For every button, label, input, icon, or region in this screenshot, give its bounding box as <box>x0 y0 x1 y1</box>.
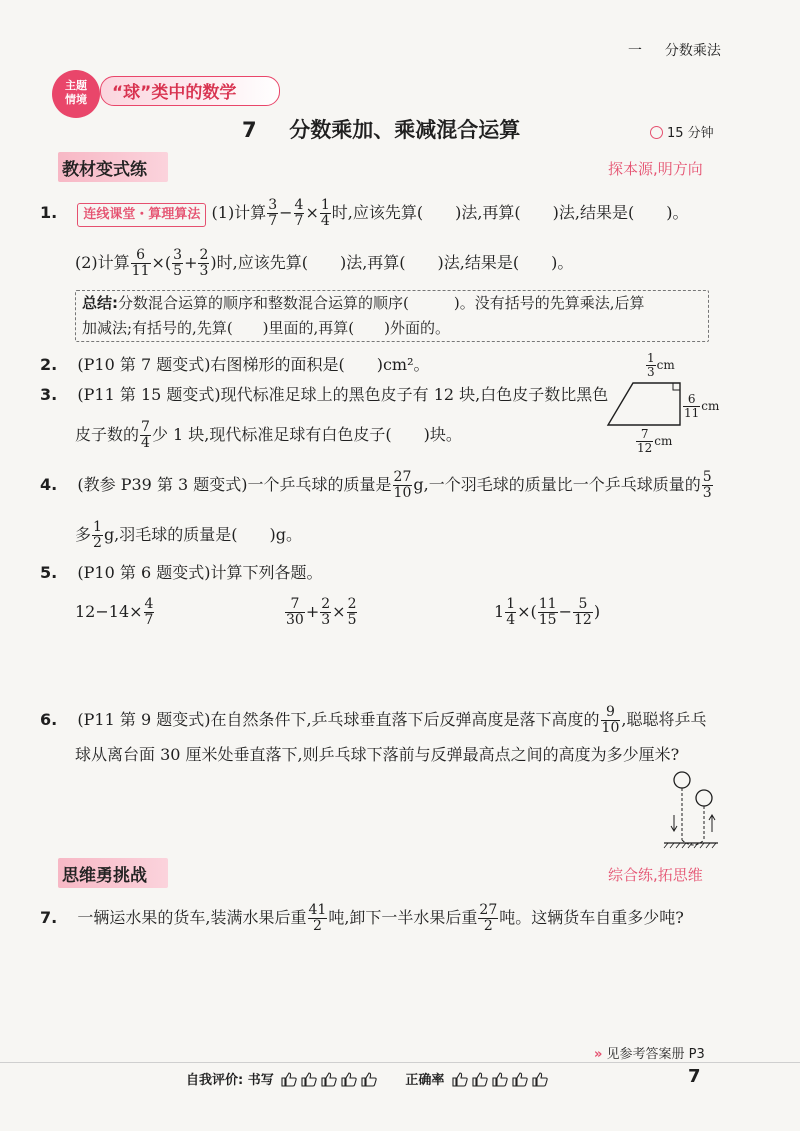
fraction: $\frac{5}{3}$ <box>702 469 712 501</box>
ball-rebound-icon <box>696 790 712 806</box>
writing-label: 书写 <box>247 1073 274 1088</box>
q1-tag: 连线课堂・算理算法 <box>77 203 206 227</box>
q1-part2-lead: (2)计算 <box>75 253 130 272</box>
lesson-title-row <box>242 114 520 144</box>
thumbs-up-icon[interactable] <box>471 1071 489 1087</box>
trapezoid-figure <box>605 380 685 430</box>
fraction: $\frac{4}{7}$ <box>294 197 304 229</box>
fraction: $\frac{27}{2}$ <box>479 902 498 934</box>
page-number: 7 <box>688 1066 701 1087</box>
thumbs-up-icon[interactable] <box>511 1071 529 1087</box>
fraction: $\frac{6}{11}$ <box>131 247 150 279</box>
fraction: $\frac{3}{5}$ <box>173 247 183 279</box>
trapezoid-right-label: $\frac{6}{11}$ cm <box>684 392 720 420</box>
section1-tagline: 探本源,明方向 <box>608 160 703 178</box>
q1-line1: 1. 连线课堂・算理算法 (1)计算 $\frac{3}{7}$ − $\frac{4}{7}$ × $\frac{1}{4}$ 时,应该先算( )法,再算( )法,结果是( )。 <box>40 197 689 229</box>
fraction: $\frac{1}{2}$ <box>93 519 102 551</box>
q5-expr3: 1 $\frac{1}{4}$ ×( $\frac{11}{15}$ − $\frac{5}{12}$ ) <box>494 596 601 628</box>
theme-badge <box>52 70 100 118</box>
up-arrow-icon <box>709 815 715 832</box>
q1-part1-text: 时,应该先算( )法,再算( )法,结果是( )。 <box>331 203 689 222</box>
accuracy-label: 正确率 <box>405 1073 445 1088</box>
theme-badge-line2: 情境 <box>65 93 87 106</box>
q2-line <box>40 355 430 375</box>
summary-label: 总结: <box>82 294 118 312</box>
q6-line1: 6. (P11 第 9 题变式)在自然条件下,乒乓球垂直落下后反弹高度是落下高度的 $\frac{9}{10}$ ,聪聪将乒乓 <box>40 704 707 736</box>
q3-text1: (P11 第 15 题变式)现代标准足球上的黑色皮子有 12 块,白色皮子数比黑色 <box>77 385 609 404</box>
thumbs-up-icon[interactable] <box>451 1071 469 1087</box>
q4-number: 4. <box>40 475 58 494</box>
thumbs-up-icon[interactable] <box>300 1071 318 1087</box>
section2-tagline: 综合练,拓思维 <box>608 866 703 884</box>
fraction: $\frac{1}{4}$ <box>320 197 330 229</box>
section1-title: 教材变式练 <box>62 160 147 180</box>
q7-line: 7. 一辆运水果的货车,装满水果后重 $\frac{41}{2}$ 吨,卸下一半水果后重 $\frac{27}{2}$ 吨。这辆货车自重多少吨? <box>40 902 684 934</box>
q1-part2-text: )时,应该先算( )法,再算( )法,结果是( )。 <box>210 253 574 272</box>
fraction: $\frac{7}{4}$ <box>141 419 150 451</box>
fraction: $\frac{27}{10}$ <box>393 469 412 501</box>
fraction: $\frac{41}{2}$ <box>308 902 327 934</box>
answer-reference: » 见参考答案册 P3 <box>594 1047 705 1062</box>
q2-text: (P10 第 7 题变式)右图梯形的面积是( )cm²。 <box>77 355 430 374</box>
trapezoid-top-label: $\frac{1}{3}$ cm <box>647 351 675 379</box>
summary-line1: 总结:分数混合运算的顺序和整数混合运算的顺序( )。没有括号的先算乘法,后算 <box>82 294 645 312</box>
double-chevron-icon: » <box>594 1047 603 1062</box>
right-angle-mark <box>673 383 680 390</box>
q3-line2: 皮子数的 $\frac{7}{4}$ 少 1 块,现代标准足球有白色皮子( )块。 <box>75 419 462 451</box>
trapezoid-bottom-label: $\frac{7}{12}$ cm <box>637 427 673 455</box>
lesson-number: 7 <box>242 118 257 142</box>
thumbs-up-icon[interactable] <box>531 1071 549 1087</box>
q4-line1: 4. (教参 P39 第 3 题变式)一个乒乓球的质量是 $\frac{27}{10}$ g,一个羽毛球的质量比一个乒乓球质量的 $\frac{5}{3}$ <box>40 469 712 501</box>
q1-part1-lead: (1)计算 <box>211 203 267 222</box>
thumbs-up-icon[interactable] <box>360 1071 378 1087</box>
q5-number: 5. <box>40 563 58 582</box>
down-arrow-icon <box>671 815 677 831</box>
clock-icon <box>650 126 663 139</box>
theme-title: “球”类中的数学 <box>112 83 237 103</box>
time-indicator <box>650 122 714 141</box>
q1-number: 1. <box>40 203 58 222</box>
q5-expr1: 12−14× $\frac{4}{7}$ <box>75 596 154 628</box>
q5-expr2: $\frac{7}{30}$ + $\frac{2}{3}$ × $\frac{2}{5}$ <box>286 596 357 628</box>
theme-badge-line1: 主题 <box>65 79 87 92</box>
ball-bounce-figure <box>660 770 720 850</box>
self-evaluation: 自我评价: 书写 正确率 <box>186 1069 549 1088</box>
q7-number: 7. <box>40 908 58 927</box>
accuracy-rating[interactable] <box>449 1073 549 1088</box>
q3-number: 3. <box>40 385 58 404</box>
thumbs-up-icon[interactable] <box>280 1071 298 1087</box>
q2-number: 2. <box>40 355 58 374</box>
fraction: $\frac{9}{10}$ <box>601 704 620 736</box>
ball-start-icon <box>674 772 690 788</box>
q1-line2: (2)计算 $\frac{6}{11}$ ×( $\frac{3}{5}$ + $\frac{2}{3}$ )时,应该先算( )法,再算( )法,结果是( )。 <box>75 247 574 279</box>
lesson-title: 分数乘加、乘减混合运算 <box>289 118 521 142</box>
chapter-number: 一 <box>628 43 642 59</box>
chapter-header <box>628 40 721 60</box>
fraction: $\frac{3}{7}$ <box>268 197 278 229</box>
q6-line2: 球从离台面 30 厘米处垂直落下,则乒乓球下落前与反弹最高点之间的高度为多少厘米? <box>75 745 680 764</box>
q3-line1 <box>40 385 608 405</box>
footer-divider <box>0 1062 800 1063</box>
trapezoid-shape <box>608 383 680 425</box>
thumbs-up-icon[interactable] <box>320 1071 338 1087</box>
time-text: 15 分钟 <box>667 126 714 141</box>
thumbs-up-icon[interactable] <box>491 1071 509 1087</box>
q6-number: 6. <box>40 710 58 729</box>
q5-line: 5. (P10 第 6 题变式)计算下列各题。 <box>40 563 323 582</box>
q4-line2: 多 $\frac{1}{2}$ g,羽毛球的质量是( )g。 <box>75 519 302 551</box>
thumbs-up-icon[interactable] <box>340 1071 358 1087</box>
writing-rating[interactable] <box>278 1073 378 1088</box>
section2-title: 思维勇挑战 <box>62 866 147 886</box>
chapter-title: 分数乘法 <box>664 43 721 59</box>
fraction: $\frac{2}{3}$ <box>199 247 209 279</box>
summary-line2: 加减法;有括号的,先算( )里面的,再算( )外面的。 <box>82 319 451 337</box>
